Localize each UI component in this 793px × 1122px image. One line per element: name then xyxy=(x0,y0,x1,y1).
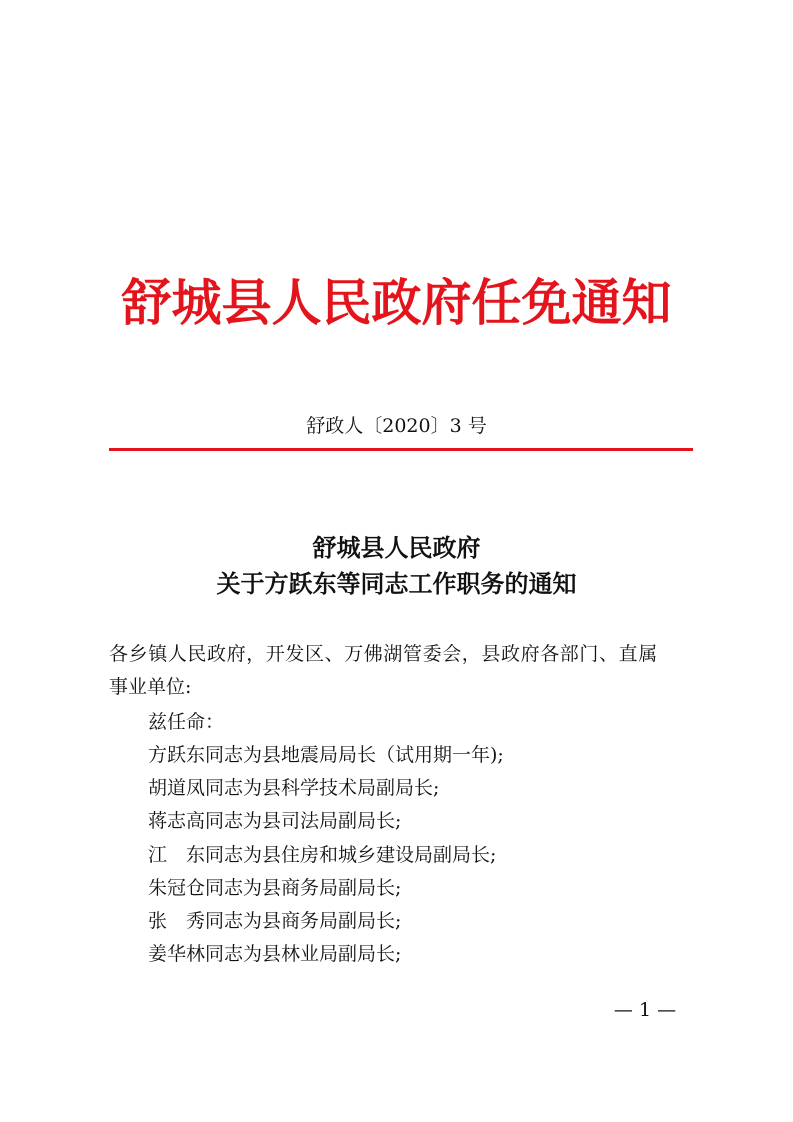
addressee-line-1: 各乡镇人民政府，开发区、万佛湖管委会，县政府各部门、直属 xyxy=(109,643,658,665)
appointment-item: 姜华林同志为县林业局副局长; xyxy=(148,943,402,965)
red-divider-line xyxy=(109,448,693,451)
appointment-item: 张 秀同志为县商务局副局长; xyxy=(148,910,402,932)
heading-line-1: 舒城县人民政府 xyxy=(312,533,481,562)
appointment-item: 蒋志高同志为县司法局副局长; xyxy=(148,810,402,832)
appointment-item: 江 东同志为县住房和城乡建设局副局长; xyxy=(148,844,497,866)
heading-line-2: 关于方跃东等同志工作职务的通知 xyxy=(216,569,577,598)
page-number: — 1 — xyxy=(613,999,677,1021)
appointment-intro: 兹任命： xyxy=(148,711,225,733)
appointment-item: 方跃东同志为县地震局局长（试用期一年); xyxy=(148,744,504,766)
document-number: 舒政人〔2020〕3 号 xyxy=(306,415,487,437)
addressee-line-2: 事业单位: xyxy=(109,676,192,698)
appointment-item: 胡道凤同志为县科学技术局副局长; xyxy=(148,777,440,799)
banner-title: 舒城县人民政府任免通知 xyxy=(121,273,672,332)
appointment-item: 朱冠仓同志为县商务局副局长; xyxy=(148,877,402,899)
